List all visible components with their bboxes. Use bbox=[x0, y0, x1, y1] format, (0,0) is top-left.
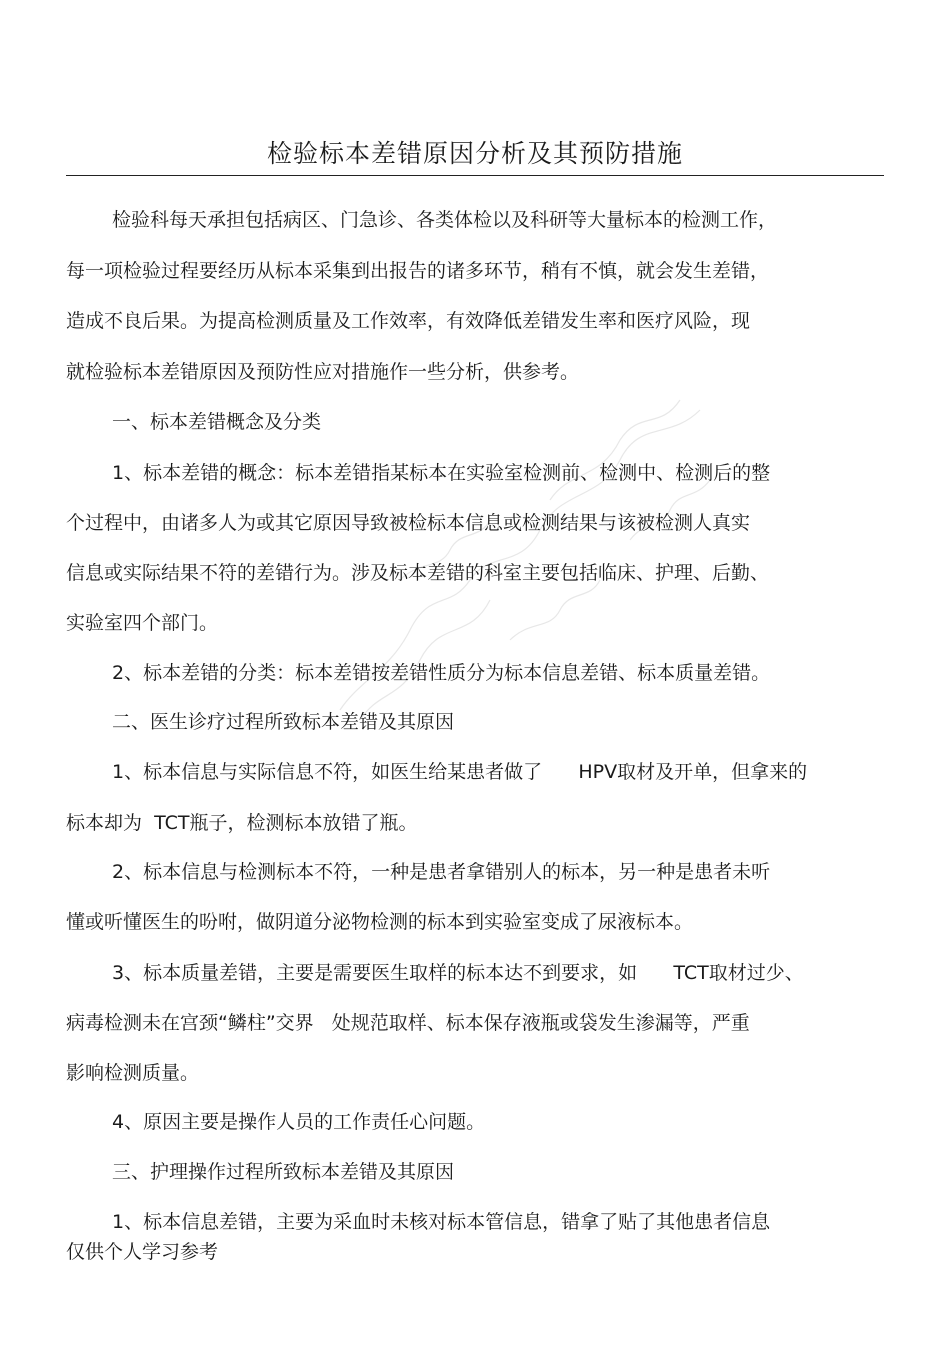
paragraph-line: 信息或实际结果不符的差错行为。涉及标本差错的科室主要包括临床、护理、后勤、 bbox=[66, 562, 770, 584]
section-heading: 二、医生诊疗过程所致标本差错及其原因 bbox=[112, 711, 455, 733]
footer-note: 仅供个人学习参考 bbox=[66, 1241, 219, 1263]
paragraph-line: 检验科每天承担包括病区、门急诊、各类体检以及科研等大量标本的检测工作， bbox=[112, 209, 778, 231]
paragraph-line: 懂或听懂医生的吩咐，做阴道分泌物检测的标本到实验室变成了尿液标本。 bbox=[66, 911, 694, 933]
paragraph-line: 1、标本信息与实际信息不符，如医生给某患者做了 HPV取材及开单，但拿来的 bbox=[112, 761, 808, 783]
paragraph-line: 个过程中，由诸多人为或其它原因导致被检标本信息或检测结果与该被检测人真实 bbox=[66, 512, 751, 534]
paragraph-line: 1、标本信息差错，主要为采血时未核对标本管信息，错拿了贴了其他患者信息 bbox=[112, 1211, 771, 1233]
paragraph-line: 1、标本差错的概念：标本差错指某标本在实验室检测前、检测中、检测后的整 bbox=[112, 462, 771, 484]
paragraph-line: 2、标本信息与检测标本不符，一种是患者拿错别人的标本，另一种是患者未听 bbox=[112, 861, 771, 883]
paragraph-line: 4、原因主要是操作人员的工作责任心问题。 bbox=[112, 1111, 486, 1133]
paragraph-line: 3、标本质量差错，主要是需要医生取样的标本达不到要求，如 TCT取材过少、 bbox=[112, 962, 804, 984]
document-title: 检验标本差错原因分析及其预防措施 bbox=[266, 139, 683, 168]
paragraph-line: 每一项检验过程要经历从标本采集到出报告的诸多环节，稍有不慎，就会发生差错， bbox=[66, 260, 770, 282]
paragraph-line: 标本却为 TCT瓶子，检测标本放错了瓶。 bbox=[66, 812, 418, 834]
section-heading: 一、标本差错概念及分类 bbox=[112, 411, 322, 433]
paragraph-line: 影响检测质量。 bbox=[66, 1062, 200, 1084]
paragraph-line: 病毒检测未在宫颈“鳞柱”交界 处规范取样、标本保存液瓶或袋发生渗漏等，严重 bbox=[66, 1012, 750, 1034]
section-heading: 三、护理操作过程所致标本差错及其原因 bbox=[112, 1161, 455, 1183]
paragraph-line: 2、标本差错的分类：标本差错按差错性质分为标本信息差错、标本质量差错。 bbox=[112, 662, 771, 684]
paragraph-line: 实验室四个部门。 bbox=[66, 612, 219, 634]
paragraph-line: 就检验标本差错原因及预防性应对措施作一些分析，供参考。 bbox=[66, 361, 580, 383]
paragraph-line: 造成不良后果。为提高检测质量及工作效率，有效降低差错发生率和医疗风险，现 bbox=[66, 310, 751, 332]
title-underline bbox=[66, 175, 884, 176]
